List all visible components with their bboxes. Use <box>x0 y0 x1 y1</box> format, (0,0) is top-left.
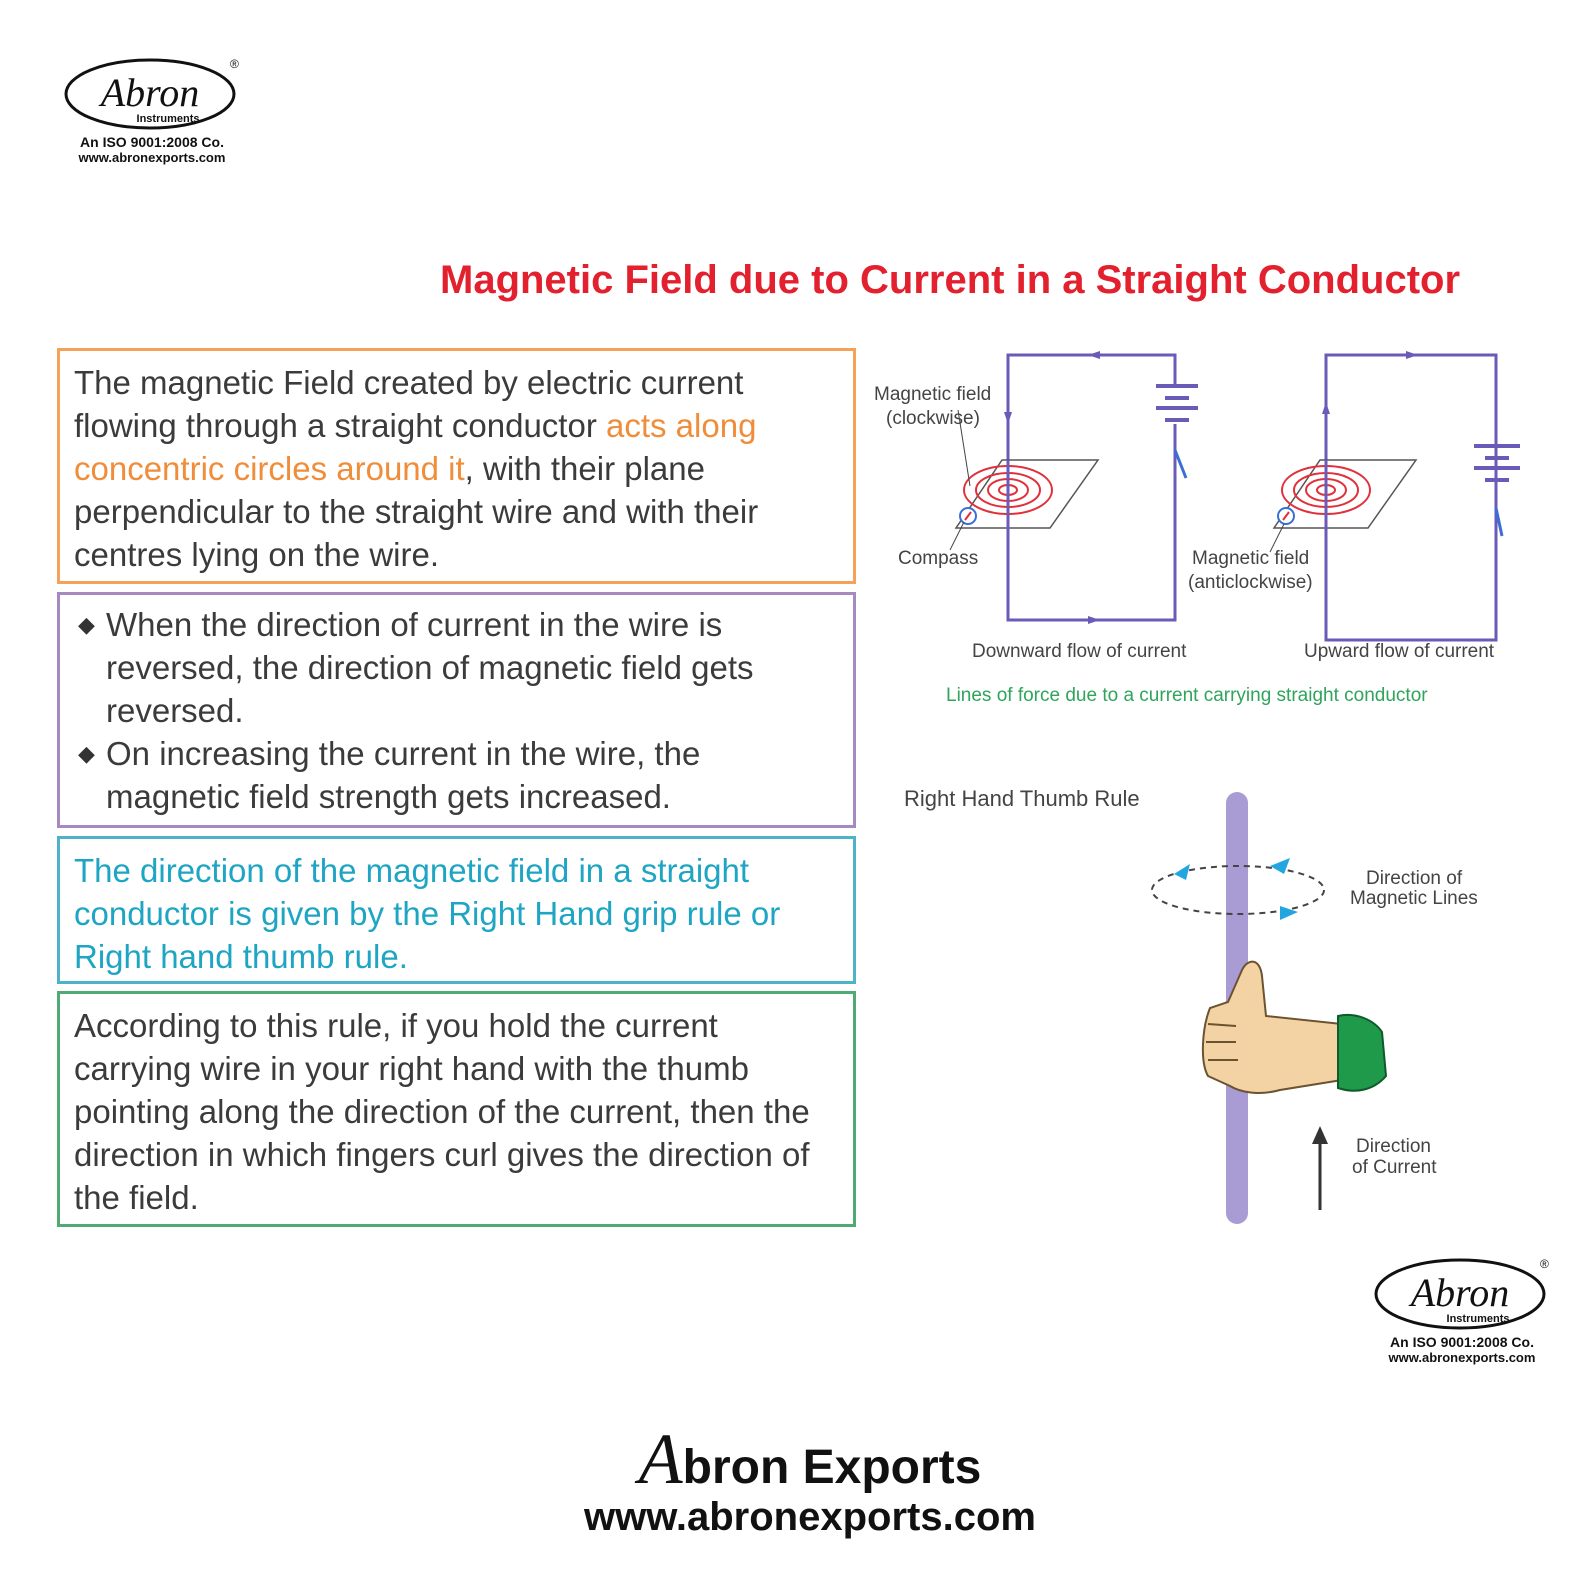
registered-mark: ® <box>230 57 239 71</box>
label-compass: Compass <box>898 548 979 569</box>
arrow-icon <box>1270 858 1290 874</box>
text-box-explanation <box>57 991 856 1227</box>
brand-url: www.abronexports.com <box>584 1495 1036 1539</box>
text-box-concentric <box>57 348 856 584</box>
logo-iso: An ISO 9001:2008 Co. <box>1390 1334 1534 1350</box>
logo-sub: Instruments <box>1446 1313 1510 1325</box>
bullet-text: On increasing the current in the wire, the magnetic field strength gets increased. <box>106 735 701 815</box>
bullet-text: When the direction of current in the wire is reversed, the direction of magnetic field gets reversed. <box>106 606 754 729</box>
logo-sub: Instruments <box>136 113 200 125</box>
bullet-item <box>74 732 839 818</box>
label-thumb-rule: Right Hand Thumb Rule <box>904 786 1140 811</box>
page-title: Magnetic Field due to Current in a Straight Conductor <box>440 258 1461 302</box>
box1-highlight: acts along concentric circles around it <box>74 407 757 487</box>
text-box-bullets <box>57 592 856 828</box>
logo-website: www.abronexports.com <box>78 150 226 165</box>
label-magnetic-lines-2: Magnetic Lines <box>1350 888 1478 909</box>
thumb-rule-diagram <box>1130 780 1510 1230</box>
bullet-icon: ◆ <box>78 612 95 637</box>
diagram-caption: Lines of force due to a current carrying straight conductor <box>946 685 1428 706</box>
box4-text: According to this rule, if you hold the current carrying wire in your right hand with the thumb pointing along the direction of the current, then the direction in which fingers curl gives the direction of the field. <box>74 1007 810 1216</box>
logo-iso: An ISO 9001:2008 Co. <box>80 134 224 150</box>
bullet-item <box>74 603 839 732</box>
brand-footer <box>530 1418 1090 1540</box>
text-box-rule <box>57 836 856 984</box>
battery-icon <box>1156 384 1198 424</box>
box1-text: The magnetic Field created by electric current flowing through a straight conductor <box>74 364 744 444</box>
sleeve-cuff <box>1338 1015 1386 1091</box>
arrow-up-icon <box>1312 1126 1328 1144</box>
label-field-clockwise-1: Magnetic field <box>874 384 992 405</box>
abron-logo-mark <box>1372 1254 1552 1334</box>
brand-name-rest: bron Exports <box>682 1441 982 1494</box>
logo-website: www.abronexports.com <box>1388 1350 1536 1365</box>
logo-wordmark: Abron <box>100 70 200 115</box>
brand-initial: A <box>638 1419 683 1499</box>
label-magnetic-lines-1: Direction of <box>1366 868 1463 889</box>
brand-name <box>530 1418 1090 1501</box>
box1-text-after: , with their plane perpendicular to the straight wire and with their centres lying on the wire. <box>74 450 759 573</box>
label-current-2: of Current <box>1352 1157 1437 1178</box>
label-downward-flow: Downward flow of current <box>972 641 1187 662</box>
registered-mark: ® <box>1540 1257 1549 1271</box>
logo-bottom <box>1372 1254 1552 1365</box>
circuit-right <box>1270 351 1520 640</box>
label-current-1: Direction <box>1356 1136 1431 1157</box>
label-field-anticlockwise-2: (anticlockwise) <box>1188 572 1313 593</box>
logo-top <box>62 54 242 165</box>
box3-text: The direction of the magnetic field in a straight conductor is given by the Right Hand grip rule or Right hand thumb rule. <box>74 852 781 975</box>
logo-wordmark: Abron <box>1410 1270 1510 1315</box>
arrow-icon <box>1174 864 1190 880</box>
switch-icon <box>1175 450 1186 478</box>
abron-logo-mark <box>62 54 242 134</box>
label-field-anticlockwise-1: Magnetic field <box>1192 548 1310 569</box>
bullet-icon: ◆ <box>78 741 95 766</box>
label-field-clockwise-2: (clockwise) <box>886 408 980 429</box>
label-upward-flow: Upward flow of current <box>1304 641 1495 662</box>
